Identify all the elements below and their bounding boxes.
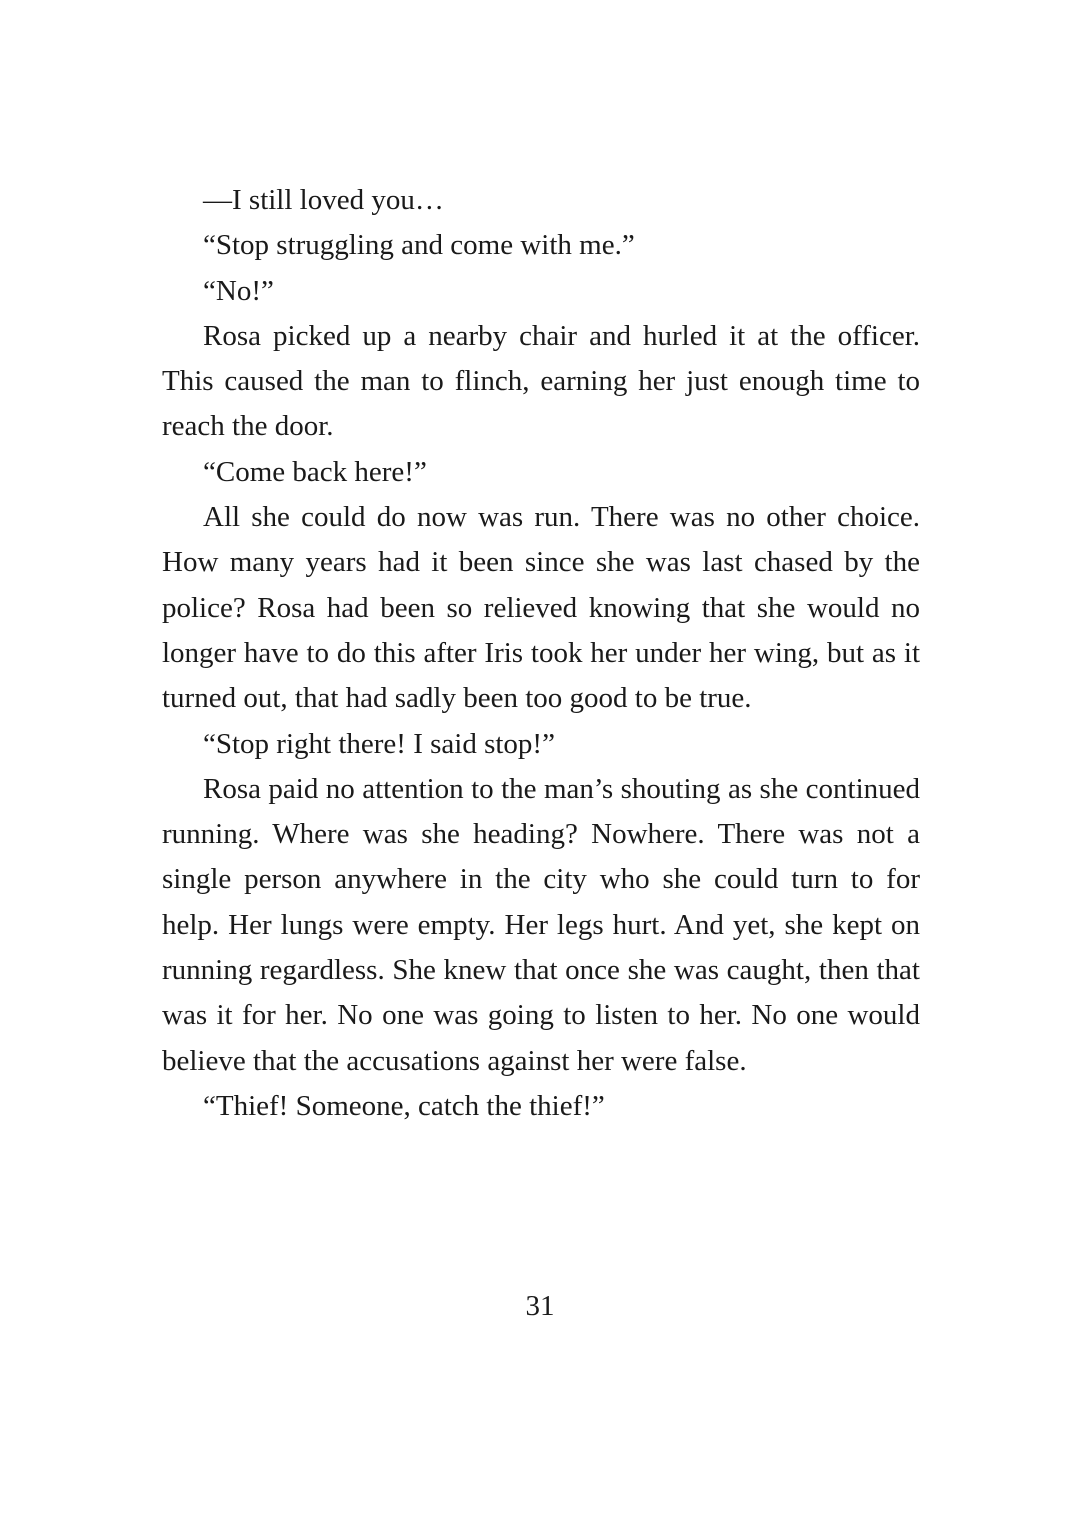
- body-text: [162, 178, 920, 1129]
- paragraph-4: Rosa picked up a nearby chair and hurled it at the officer. This caused the man to flinch, earning her just enough time to reach the door.: [162, 319, 920, 443]
- paragraph-7: “Stop right there! I said stop!”: [203, 727, 555, 760]
- paragraph-8: Rosa paid no attention to the man’s shouting as she continued running. Where was she heading? Nowhere. There was not a single person anywhere in the city who she could turn to for help. Her lungs were empty. Her legs hurt. And yet, she kept on running regardless. She knew that once she was caught, then that was it for her. No one was going to listen to her. No one would believe that the accusations against her were false.: [162, 772, 920, 1077]
- paragraph-5: “Come back here!”: [203, 455, 427, 488]
- paragraph-3: “No!”: [203, 274, 274, 307]
- paragraph-1: —I still loved you…: [203, 184, 444, 216]
- paragraph-6: All she could do now was run. There was no other choice. How many years had it been since she was last chased by the police? Rosa had been so relieved knowing that she would no longer have to do this after Iris took her under her wing, but as it turned out, that had sadly been too good to be true.: [162, 501, 920, 715]
- paragraph-9: “Thief! Someone, catch the thief!”: [203, 1089, 605, 1122]
- paragraph-2: “Stop struggling and come with me.”: [203, 229, 635, 262]
- page-number: 31: [525, 1290, 555, 1322]
